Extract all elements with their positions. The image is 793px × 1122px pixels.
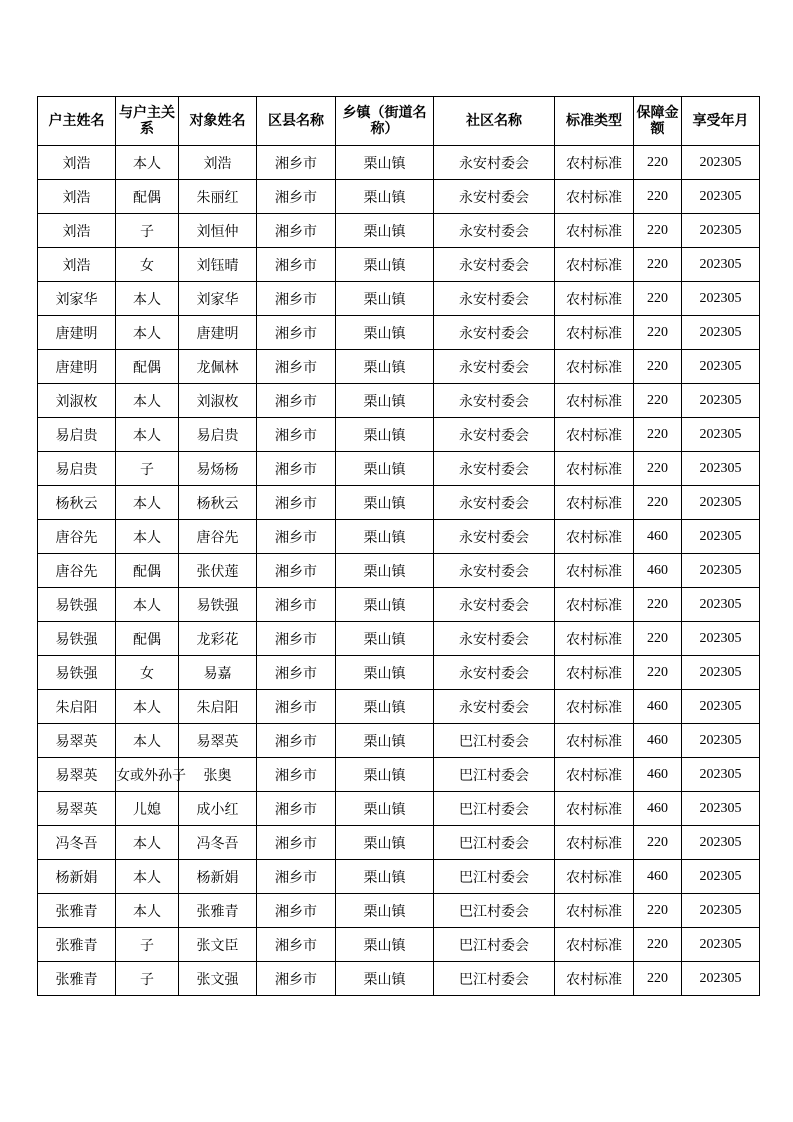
table-cell: 农村标准 [555,962,634,996]
table-cell: 永安村委会 [434,214,555,248]
table-cell: 永安村委会 [434,384,555,418]
table-cell: 张雅青 [38,928,116,962]
table-cell: 栗山镇 [336,860,434,894]
table-cell: 栗山镇 [336,894,434,928]
table-cell: 本人 [116,282,179,316]
table-row [38,418,760,452]
table-cell: 202305 [682,758,760,792]
table-row [38,826,760,860]
table-cell: 220 [634,214,682,248]
table-cell: 460 [634,860,682,894]
table-cell: 湘乡市 [257,384,336,418]
table-cell: 202305 [682,962,760,996]
table-cell: 永安村委会 [434,418,555,452]
table-cell: 杨新娟 [38,860,116,894]
table-cell: 栗山镇 [336,384,434,418]
table-cell: 刘浩 [38,146,116,180]
table-cell: 儿媳 [116,792,179,826]
table-cell: 202305 [682,588,760,622]
table-cell: 刘恒仲 [179,214,257,248]
table-cell: 唐建明 [38,350,116,384]
table-cell: 女 [116,248,179,282]
table-cell: 栗山镇 [336,758,434,792]
table-row [38,758,760,792]
table-cell: 202305 [682,860,760,894]
table-cell: 易翠英 [38,758,116,792]
table-cell: 本人 [116,826,179,860]
table-cell: 刘家华 [38,282,116,316]
table-cell: 朱启阳 [38,690,116,724]
table-cell: 栗山镇 [336,146,434,180]
table-cell: 202305 [682,248,760,282]
table-cell: 本人 [116,724,179,758]
table-cell: 220 [634,486,682,520]
table-cell: 张文强 [179,962,257,996]
table-cell: 永安村委会 [434,486,555,520]
table-cell: 巴江村委会 [434,860,555,894]
table-cell: 巴江村委会 [434,792,555,826]
column-header: 对象姓名 [179,97,257,146]
table-cell: 刘浩 [38,214,116,248]
table-cell: 农村标准 [555,928,634,962]
table-cell: 成小红 [179,792,257,826]
table-cell: 栗山镇 [336,282,434,316]
table-cell: 唐谷先 [38,554,116,588]
table-cell: 农村标准 [555,452,634,486]
table-cell: 永安村委会 [434,146,555,180]
column-header: 享受年月 [682,97,760,146]
table-row [38,690,760,724]
table-cell: 易启贵 [38,418,116,452]
table-cell: 刘浩 [179,146,257,180]
table-cell: 220 [634,928,682,962]
table-cell: 栗山镇 [336,180,434,214]
table-cell: 本人 [116,316,179,350]
table-cell: 栗山镇 [336,214,434,248]
column-header: 区县名称 [257,97,336,146]
table-cell: 农村标准 [555,214,634,248]
table-cell: 张雅青 [38,962,116,996]
table-cell: 易翠英 [38,724,116,758]
table-row [38,792,760,826]
table-cell: 湘乡市 [257,248,336,282]
table-cell: 栗山镇 [336,248,434,282]
table-row [38,520,760,554]
table-cell: 刘家华 [179,282,257,316]
table-cell: 202305 [682,214,760,248]
table-cell: 易铁强 [38,656,116,690]
table-cell: 湘乡市 [257,520,336,554]
table-cell: 202305 [682,146,760,180]
table-row [38,588,760,622]
table-cell: 湘乡市 [257,724,336,758]
table-cell: 农村标准 [555,316,634,350]
table-header-row [38,97,760,146]
beneficiary-table [37,96,760,996]
table-cell: 460 [634,724,682,758]
table-cell: 湘乡市 [257,452,336,486]
table-cell: 易铁强 [179,588,257,622]
table-row [38,860,760,894]
table-cell: 农村标准 [555,384,634,418]
table-cell: 配偶 [116,180,179,214]
table-cell: 本人 [116,146,179,180]
table-cell: 农村标准 [555,486,634,520]
table-cell: 湘乡市 [257,962,336,996]
column-header: 与户主关系 [116,97,179,146]
table-cell: 本人 [116,894,179,928]
table-body [38,146,760,996]
table-cell: 易嘉 [179,656,257,690]
table-cell: 本人 [116,418,179,452]
table-row [38,248,760,282]
table-cell: 栗山镇 [336,554,434,588]
table-cell: 永安村委会 [434,588,555,622]
table-row [38,180,760,214]
table-cell: 湘乡市 [257,418,336,452]
table-cell: 永安村委会 [434,690,555,724]
table-cell: 巴江村委会 [434,928,555,962]
table-cell: 张雅青 [179,894,257,928]
table-cell: 湘乡市 [257,860,336,894]
table-row [38,282,760,316]
table-cell: 202305 [682,384,760,418]
table-cell: 202305 [682,452,760,486]
table-cell: 永安村委会 [434,520,555,554]
table-cell: 202305 [682,724,760,758]
table-cell: 湘乡市 [257,792,336,826]
table-cell: 农村标准 [555,180,634,214]
table-cell: 湘乡市 [257,282,336,316]
table-cell: 202305 [682,792,760,826]
table-cell: 配偶 [116,350,179,384]
table-cell: 栗山镇 [336,656,434,690]
table-cell: 220 [634,826,682,860]
table-cell: 202305 [682,928,760,962]
table-cell: 湘乡市 [257,486,336,520]
table-cell: 冯冬吾 [38,826,116,860]
table-cell: 易翠英 [179,724,257,758]
table-cell: 栗山镇 [336,962,434,996]
table-cell: 子 [116,928,179,962]
table-row [38,350,760,384]
table-cell: 220 [634,248,682,282]
table-cell: 子 [116,452,179,486]
table-cell: 本人 [116,520,179,554]
table-cell: 女或外孙子 [116,758,179,792]
table-cell: 永安村委会 [434,248,555,282]
table-cell: 永安村委会 [434,316,555,350]
table-cell: 湘乡市 [257,316,336,350]
table-cell: 本人 [116,588,179,622]
table-cell: 202305 [682,826,760,860]
column-header: 户主姓名 [38,97,116,146]
table-cell: 460 [634,690,682,724]
table-cell: 农村标准 [555,282,634,316]
table-cell: 永安村委会 [434,350,555,384]
table-cell: 唐建明 [179,316,257,350]
table-cell: 冯冬吾 [179,826,257,860]
table-cell: 农村标准 [555,350,634,384]
table-row [38,622,760,656]
table-cell: 460 [634,520,682,554]
table-cell: 湘乡市 [257,588,336,622]
table-cell: 刘淑枚 [38,384,116,418]
table-cell: 湘乡市 [257,826,336,860]
table-cell: 栗山镇 [336,724,434,758]
table-cell: 220 [634,146,682,180]
table-cell: 栗山镇 [336,792,434,826]
table-cell: 农村标准 [555,588,634,622]
table-cell: 农村标准 [555,520,634,554]
table-row [38,656,760,690]
table-row [38,316,760,350]
table-cell: 农村标准 [555,656,634,690]
table-cell: 杨秋云 [179,486,257,520]
table-cell: 湘乡市 [257,656,336,690]
table-cell: 农村标准 [555,146,634,180]
table-cell: 栗山镇 [336,928,434,962]
table-cell: 湘乡市 [257,180,336,214]
table-row [38,146,760,180]
table-cell: 龙佩林 [179,350,257,384]
table-cell: 220 [634,180,682,214]
table-cell: 湘乡市 [257,146,336,180]
table-cell: 202305 [682,554,760,588]
column-header: 乡镇（街道名称） [336,97,434,146]
table-cell: 湘乡市 [257,894,336,928]
table-cell: 农村标准 [555,758,634,792]
table-cell: 张伏莲 [179,554,257,588]
table-cell: 湘乡市 [257,350,336,384]
table-cell: 栗山镇 [336,826,434,860]
table-cell: 刘钰晴 [179,248,257,282]
table-cell: 易铁强 [38,588,116,622]
table-cell: 本人 [116,384,179,418]
table-cell: 202305 [682,350,760,384]
table-cell: 永安村委会 [434,282,555,316]
table-cell: 农村标准 [555,792,634,826]
table-cell: 202305 [682,520,760,554]
table-cell: 202305 [682,894,760,928]
table-cell: 朱启阳 [179,690,257,724]
table-cell: 栗山镇 [336,452,434,486]
table-cell: 永安村委会 [434,622,555,656]
table-cell: 张雅青 [38,894,116,928]
table-row [38,452,760,486]
table-cell: 湘乡市 [257,928,336,962]
table-cell: 220 [634,350,682,384]
table-cell: 子 [116,962,179,996]
table-cell: 配偶 [116,554,179,588]
table-row [38,554,760,588]
table-cell: 永安村委会 [434,554,555,588]
table-row [38,486,760,520]
table-cell: 湘乡市 [257,690,336,724]
table-cell: 杨新娟 [179,860,257,894]
column-header: 社区名称 [434,97,555,146]
table-row [38,214,760,248]
table-cell: 220 [634,962,682,996]
table-cell: 湘乡市 [257,554,336,588]
table-row [38,962,760,996]
table-cell: 220 [634,316,682,350]
table-cell: 栗山镇 [336,690,434,724]
table-cell: 本人 [116,486,179,520]
table-cell: 202305 [682,656,760,690]
table-cell: 易铁强 [38,622,116,656]
table-cell: 220 [634,894,682,928]
table-row [38,928,760,962]
table-cell: 刘浩 [38,180,116,214]
table-cell: 永安村委会 [434,180,555,214]
table-cell: 460 [634,792,682,826]
table-cell: 栗山镇 [336,350,434,384]
table-cell: 配偶 [116,622,179,656]
table-cell: 唐建明 [38,316,116,350]
table-cell: 202305 [682,418,760,452]
table-cell: 220 [634,588,682,622]
table-cell: 栗山镇 [336,316,434,350]
table-cell: 202305 [682,180,760,214]
table-cell: 栗山镇 [336,486,434,520]
table-cell: 巴江村委会 [434,724,555,758]
table-cell: 唐谷先 [179,520,257,554]
table-row [38,894,760,928]
table-cell: 202305 [682,622,760,656]
table-cell: 202305 [682,316,760,350]
table-cell: 本人 [116,860,179,894]
table-cell: 202305 [682,690,760,724]
table-cell: 湘乡市 [257,622,336,656]
table-cell: 栗山镇 [336,520,434,554]
table-cell: 刘浩 [38,248,116,282]
table-cell: 220 [634,452,682,486]
table-cell: 刘淑枚 [179,384,257,418]
table-cell: 子 [116,214,179,248]
table-cell: 易炀杨 [179,452,257,486]
table-cell: 巴江村委会 [434,826,555,860]
table-cell: 202305 [682,282,760,316]
table-cell: 张奥 [179,758,257,792]
table-row [38,724,760,758]
table-cell: 农村标准 [555,860,634,894]
table-cell: 220 [634,384,682,418]
table-cell: 朱丽红 [179,180,257,214]
table-cell: 易启贵 [38,452,116,486]
table-cell: 湘乡市 [257,758,336,792]
table-cell: 栗山镇 [336,418,434,452]
table-cell: 巴江村委会 [434,962,555,996]
table-cell: 永安村委会 [434,452,555,486]
table-cell: 220 [634,282,682,316]
column-header: 保障金额 [634,97,682,146]
table-cell: 460 [634,758,682,792]
table-cell: 栗山镇 [336,622,434,656]
table-cell: 农村标准 [555,622,634,656]
table-cell: 202305 [682,486,760,520]
table-cell: 农村标准 [555,894,634,928]
table-cell: 易翠英 [38,792,116,826]
table-cell: 农村标准 [555,690,634,724]
table-cell: 农村标准 [555,724,634,758]
table-cell: 唐谷先 [38,520,116,554]
table-cell: 龙彩花 [179,622,257,656]
table-cell: 460 [634,554,682,588]
table-cell: 杨秋云 [38,486,116,520]
column-header: 标准类型 [555,97,634,146]
table-cell: 农村标准 [555,418,634,452]
table-cell: 巴江村委会 [434,894,555,928]
table-cell: 永安村委会 [434,656,555,690]
table-cell: 易启贵 [179,418,257,452]
table-cell: 农村标准 [555,554,634,588]
table-cell: 湘乡市 [257,214,336,248]
table-cell: 女 [116,656,179,690]
table-cell: 栗山镇 [336,588,434,622]
table-cell: 220 [634,418,682,452]
table-cell: 农村标准 [555,248,634,282]
table-cell: 巴江村委会 [434,758,555,792]
table-cell: 220 [634,622,682,656]
table-cell: 220 [634,656,682,690]
table-row [38,384,760,418]
table-cell: 农村标准 [555,826,634,860]
table-cell: 张文臣 [179,928,257,962]
table-cell: 本人 [116,690,179,724]
